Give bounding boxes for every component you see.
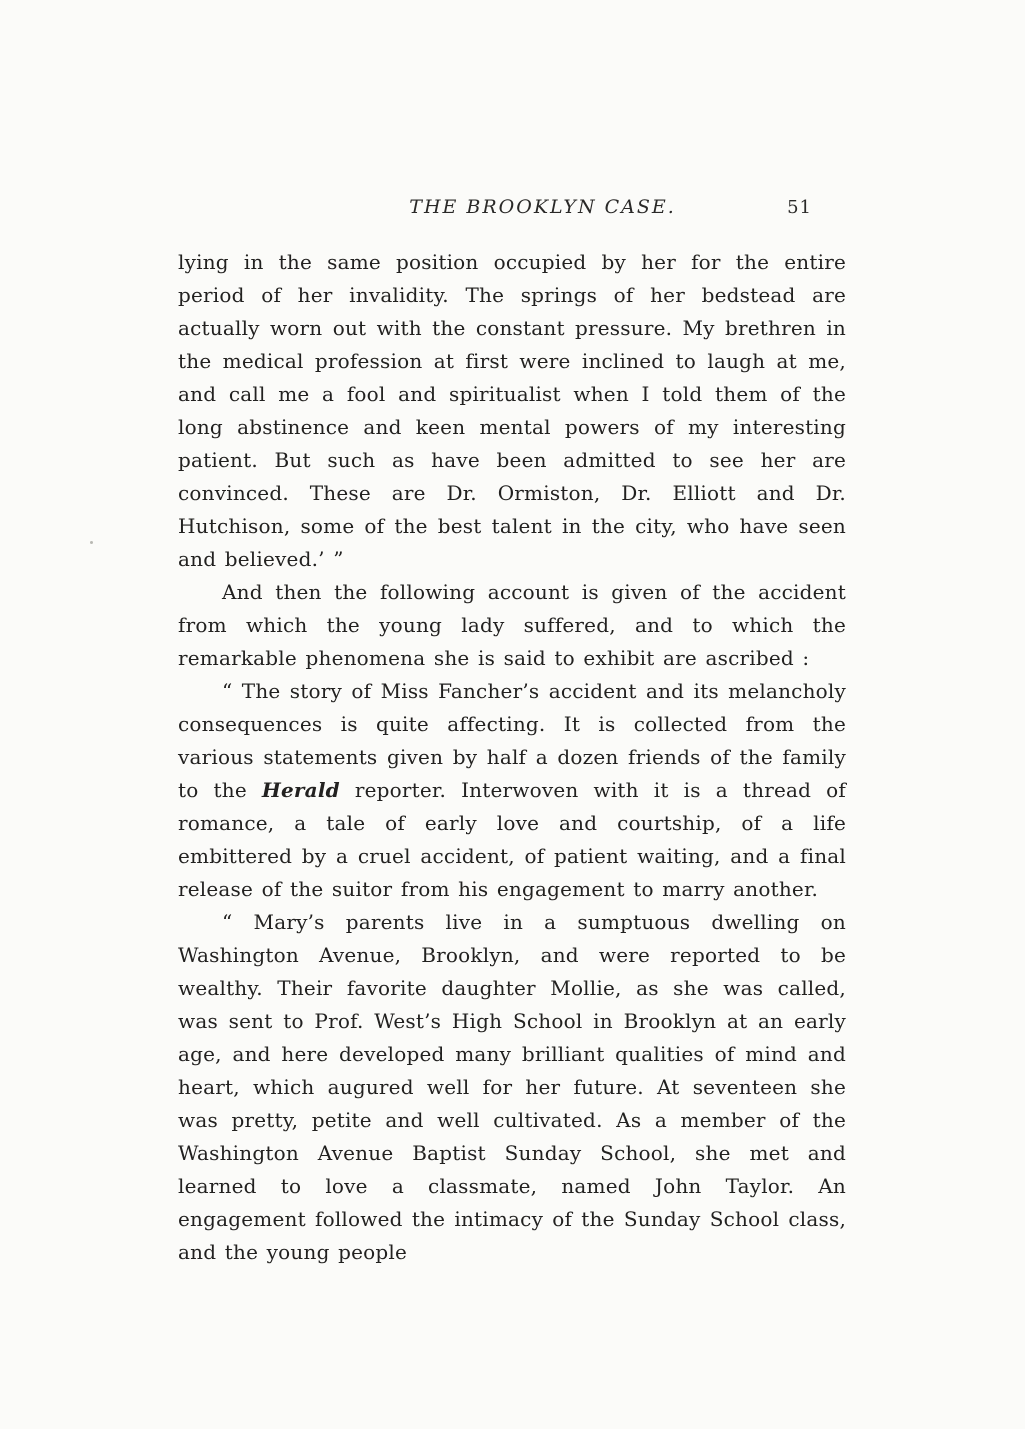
paragraph-3	[178, 675, 846, 906]
scan-speck	[90, 541, 93, 544]
paragraph-1: lying in the same position occupied by her for the entire period of her invalidity. The springs of her bedstead are actually worn out with the constant pressure. My brethren in the medical profession at first were inclined to laugh at me, and call me a fool and spiritualist when I told them of the long abstinence and keen mental powers of my interesting patient. But such as have been admitted to see her are convinced. These are Dr. Ormiston, Dr. Elliott and Dr. Hutchison, some of the best talent in the city, who have seen and believed.’ ”	[178, 250, 846, 571]
running-title: THE BROOKLYN CASE.	[409, 196, 676, 218]
paragraph-3-text-before: “ The story of Miss Fancher’s accident and its melancholy consequences is quite affecting. It is collected from the various statements given by half a dozen friends of the family to the	[178, 679, 846, 802]
paragraph-3-text-after: reporter. Interwoven with it is a thread of romance, a tale of early love and courtship, of a life embittered by a cruel accident, of patient waiting, and a final release of the suitor from his engagement to marry another.	[178, 778, 846, 901]
herald-italic-word: Herald	[261, 778, 340, 802]
book-page	[178, 196, 846, 1269]
paragraph-4: “ Mary’s parents live in a sumptuous dwelling on Washington Avenue, Brooklyn, and were reported to be wealthy. Their favorite daughter Mollie, as she was called, was sent to Prof. West’s High School in Brooklyn at an early age, and here developed many brilliant qualities of mind and heart, which augured well for her future. At seventeen she was pretty, petite and well cultivated. As a member of the Washington Avenue Baptist Sunday School, she met and learned to love a classmate, named John Taylor. An engagement followed the intimacy of the Sunday School class, and the young people	[178, 910, 846, 1264]
paragraph-2: And then the following account is given of the accident from which the young lady suffered, and to which the remarkable phenomena she is said to exhibit are ascribed :	[178, 580, 846, 670]
text-block	[178, 246, 846, 1269]
page-header	[178, 196, 846, 218]
page-number: 51	[787, 197, 812, 218]
